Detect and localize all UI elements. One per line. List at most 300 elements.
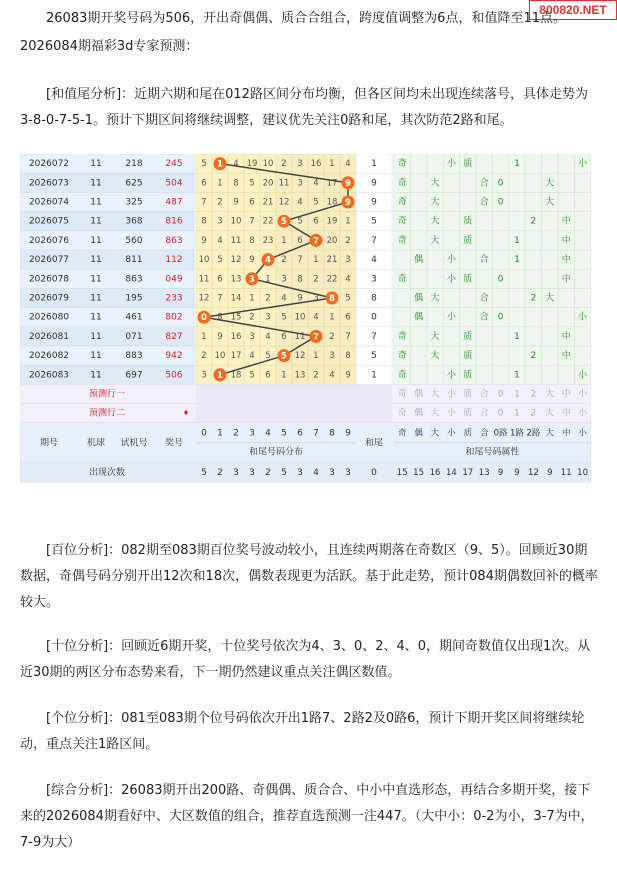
prediction-option: 大 <box>430 389 440 400</box>
miss-count: 10 <box>230 216 242 227</box>
miss-count: 11 <box>198 274 210 285</box>
period-cell: 2026078 <box>28 274 70 285</box>
miss-count: 5 <box>313 197 319 208</box>
prediction-blank <box>196 404 392 423</box>
header-attribute: 2路 <box>526 428 541 439</box>
period-cell: 2026082 <box>28 351 70 362</box>
test-number-cell: 625 <box>125 178 143 189</box>
miss-count: 1 <box>265 274 271 285</box>
draw-number-cell: 863 <box>165 235 183 246</box>
miss-count: 7 <box>297 255 303 266</box>
test-number-cell: 195 <box>125 293 143 304</box>
stats-attribute-count: 17 <box>462 467 474 478</box>
hit-ball-number: 0 <box>201 313 207 324</box>
attribute-value: 0 <box>497 197 504 208</box>
machine-cell: 11 <box>90 255 102 266</box>
miss-count: 1 <box>281 370 287 381</box>
miss-count: 2 <box>281 255 287 266</box>
miss-count: 4 <box>281 293 287 304</box>
header-digit: 2 <box>233 428 239 439</box>
intro-line-2: 2026084期福彩3d专家预测： <box>20 39 199 54</box>
miss-count: 8 <box>249 235 255 246</box>
miss-count: 3 <box>297 178 303 189</box>
miss-count: 1 <box>281 235 287 246</box>
stats-digit-count: 5 <box>281 467 287 478</box>
attribute-value: 小 <box>578 159 588 170</box>
attribute-value: 合 <box>479 178 489 189</box>
miss-count: 9 <box>345 370 351 381</box>
attribute-value: 合 <box>479 293 489 304</box>
stats-attribute-count: 16 <box>429 467 441 478</box>
miss-count: 2 <box>217 197 223 208</box>
header-digit: 3 <box>249 428 255 439</box>
stats-attribute-count: 14 <box>445 467 457 478</box>
stats-hewei-count: 0 <box>371 467 377 478</box>
hit-ball-number: 1 <box>217 370 223 381</box>
header-attribute: 1路 <box>510 428 524 439</box>
header-attribute: 大 <box>430 428 440 439</box>
stats-attribute-count: 13 <box>478 467 490 478</box>
hit-ball-number: 5 <box>281 351 287 362</box>
miss-count: 11 <box>278 178 290 189</box>
miss-count: 8 <box>217 312 223 323</box>
miss-count: 3 <box>249 331 255 342</box>
miss-count: 13 <box>294 370 306 381</box>
miss-count: 3 <box>217 216 223 227</box>
attribute-value: 中 <box>561 255 571 266</box>
machine-cell: 11 <box>90 351 102 362</box>
hewei-value: 9 <box>371 178 377 189</box>
miss-count: 17 <box>230 351 242 362</box>
miss-count: 5 <box>217 255 223 266</box>
draw-number-cell: 245 <box>165 159 183 170</box>
header-attribute: 合 <box>479 428 489 439</box>
miss-count: 16 <box>230 331 242 342</box>
attribute-value: 1 <box>514 255 520 266</box>
miss-count: 2 <box>201 351 207 362</box>
hit-ball-number: 4 <box>265 255 271 266</box>
draw-number-cell: 233 <box>165 293 183 304</box>
shi-analysis: [十位分析]：回顾近6期开奖，十位奖号依次为4、3、0、2、4、0，期间奇数值仅出现1次。从近30期的两区分布态势来看，下一期仍然建议重点关注偶区数值。 <box>20 639 591 680</box>
header-attribute-title: 和尾号码属性 <box>465 447 520 458</box>
miss-count: 12 <box>294 351 306 362</box>
hit-ball-number: 8 <box>329 294 335 304</box>
attribute-value: 奇 <box>397 197 407 208</box>
attribute-value: 1 <box>514 331 520 342</box>
miss-count: 10 <box>198 255 210 266</box>
test-number-cell: 883 <box>125 351 143 362</box>
header-attribute: 偶 <box>414 428 423 439</box>
miss-count: 4 <box>345 159 351 170</box>
machine-cell: 11 <box>90 216 102 227</box>
header-digit: 6 <box>297 428 303 439</box>
prediction-option: 2 <box>530 389 537 400</box>
attribute-value: 大 <box>430 293 440 304</box>
machine-cell: 11 <box>90 159 102 170</box>
stats-attribute-count: 15 <box>413 467 425 478</box>
prediction-option: 0 <box>497 389 504 400</box>
machine-cell: 11 <box>90 293 102 304</box>
miss-count: 6 <box>345 312 351 323</box>
miss-count: 6 <box>297 235 303 246</box>
attribute-value: 奇 <box>397 351 407 362</box>
miss-count: 18 <box>230 370 242 381</box>
miss-count: 16 <box>310 159 322 170</box>
miss-count: 1 <box>313 255 319 266</box>
header-attribute: 0路 <box>493 428 508 439</box>
hewei-value: 1 <box>371 159 377 170</box>
miss-count: 2 <box>329 331 335 342</box>
attribute-value: 2 <box>530 293 537 304</box>
header-attribute: 奇 <box>397 428 407 439</box>
miss-count: 6 <box>313 216 319 227</box>
hit-ball-number: 7 <box>313 236 319 247</box>
miss-count: 1 <box>329 312 335 323</box>
attribute-value: 2 <box>530 351 537 362</box>
hit-ball-number: 5 <box>281 217 287 228</box>
miss-count: 4 <box>345 274 351 285</box>
attribute-value: 0 <box>497 312 504 323</box>
miss-count: 7 <box>345 331 351 342</box>
attribute-value: 大 <box>430 351 440 362</box>
header-test-number: 试机号 <box>120 438 148 449</box>
draw-number-cell: 049 <box>165 274 183 285</box>
attribute-value: 小 <box>578 370 588 381</box>
miss-count: 3 <box>313 293 319 304</box>
draw-number-cell: 827 <box>165 331 183 342</box>
prediction-label: 预测行二 <box>88 408 126 419</box>
miss-count: 12 <box>230 255 242 266</box>
miss-count: 12 <box>198 293 210 304</box>
stats-attribute-count: 11 <box>560 467 572 478</box>
attribute-value: 小 <box>578 312 588 323</box>
miss-count: 5 <box>265 351 271 362</box>
stats-attribute-count: 9 <box>514 467 520 478</box>
hewei-value: 5 <box>371 351 377 362</box>
header-period: 期号 <box>39 438 59 449</box>
machine-cell: 11 <box>90 370 102 381</box>
miss-count: 21 <box>326 255 338 266</box>
miss-count: 10 <box>262 159 274 170</box>
header-attribute: 质 <box>463 428 473 439</box>
machine-cell: 11 <box>90 274 102 285</box>
attribute-value: 质 <box>463 216 473 227</box>
attribute-value: 中 <box>561 216 571 227</box>
attribute-value: 大 <box>430 331 440 342</box>
prediction-marker: ♦ <box>182 409 190 418</box>
prediction-option: 奇 <box>397 389 407 400</box>
attribute-value: 偶 <box>414 255 424 266</box>
miss-count: 21 <box>262 197 274 208</box>
stats-attribute-count: 9 <box>497 467 504 478</box>
attribute-value: 大 <box>430 216 440 227</box>
test-number-cell: 325 <box>125 197 143 208</box>
miss-count: 17 <box>326 178 338 189</box>
attribute-value: 0 <box>497 274 504 285</box>
draw-number-cell: 802 <box>165 312 183 323</box>
stats-attribute-count: 12 <box>527 467 539 478</box>
miss-count: 2 <box>313 370 319 381</box>
header-digit: 4 <box>265 428 271 439</box>
miss-count: 4 <box>217 235 223 246</box>
test-number-cell: 071 <box>125 331 143 342</box>
header-machine: 机球 <box>86 438 106 449</box>
prediction-option: 0 <box>497 408 504 419</box>
miss-count: 5 <box>345 293 351 304</box>
miss-count: 13 <box>230 274 242 285</box>
miss-count: 6 <box>217 274 223 285</box>
prediction-option: 小 <box>578 408 588 419</box>
miss-count: 6 <box>249 197 255 208</box>
machine-cell: 11 <box>90 331 102 342</box>
hewei-value: 9 <box>371 197 377 208</box>
prediction-option: 中 <box>561 389 571 400</box>
miss-count: 7 <box>217 293 223 304</box>
prediction-option: 大 <box>430 408 440 419</box>
hit-ball-number: 1 <box>217 159 223 170</box>
attribute-value: 小 <box>446 255 456 266</box>
hewei-value: 8 <box>371 293 377 304</box>
attribute-value: 中 <box>561 235 571 246</box>
period-cell: 2026077 <box>28 255 70 266</box>
header-digit: 9 <box>345 428 351 439</box>
miss-count: 14 <box>230 293 242 304</box>
ge-analysis: [个位分析]：081至083期个位号码依次开出1路7、2路2及0路6，预计下期开奖区间将继续轮动，重点关注1路区间。 <box>20 711 585 752</box>
hewei-value: 7 <box>371 235 377 246</box>
miss-count: 6 <box>265 370 271 381</box>
miss-count: 9 <box>201 235 207 246</box>
prediction-option: 大 <box>545 408 555 419</box>
attribute-value: 0 <box>497 178 504 189</box>
miss-count: 5 <box>297 216 303 227</box>
zonghe-analysis: [综合分析]：26083期开出200路、奇偶偶、质合合、中小中直选形态，再结合多期开奖，接下来的2026084期看好中、大区数值的组合，推荐直选预测一注447。（大中小：0-2为小，3-7为中，7-9为大） <box>20 783 594 850</box>
attribute-value: 质 <box>463 351 473 362</box>
miss-count: 3 <box>265 312 271 323</box>
miss-count: 2 <box>345 235 351 246</box>
miss-count: 1 <box>217 178 223 189</box>
header-attribute: 小 <box>447 428 456 439</box>
draw-number-cell: 942 <box>165 351 183 362</box>
miss-count: 11 <box>294 331 306 342</box>
period-cell: 2026073 <box>28 178 70 189</box>
attribute-value: 合 <box>479 255 489 266</box>
period-cell: 2026083 <box>28 370 70 381</box>
miss-count: 4 <box>249 351 255 362</box>
prediction-option: 1 <box>514 389 520 400</box>
miss-count: 4 <box>313 178 319 189</box>
draw-number-cell: 504 <box>165 178 183 189</box>
intro-line-1: 26083期开奖号码为506，开出奇偶偶、质合合组合，跨度值调整为6点，和值降至11点。 <box>46 11 566 26</box>
period-cell: 2026076 <box>28 235 70 246</box>
miss-count: 1 <box>329 159 335 170</box>
stats-digit-count: 3 <box>297 467 303 478</box>
stats-attribute-count: 9 <box>547 467 553 478</box>
prediction-option: 质 <box>463 389 473 400</box>
prediction-label: 预测行一 <box>88 389 126 400</box>
attribute-value: 大 <box>545 293 555 304</box>
attribute-value: 合 <box>479 197 489 208</box>
machine-cell: 11 <box>90 178 102 189</box>
attribute-value: 奇 <box>397 370 407 381</box>
attribute-value: 奇 <box>397 274 407 285</box>
hit-ball-number: 7 <box>313 332 319 343</box>
miss-count: 4 <box>313 312 319 323</box>
period-cell: 2026074 <box>28 197 70 208</box>
attribute-value: 质 <box>463 159 473 170</box>
miss-count: 2 <box>265 293 271 304</box>
miss-count: 23 <box>262 235 274 246</box>
stats-digit-count: 2 <box>217 467 223 478</box>
attribute-value: 奇 <box>397 159 407 170</box>
attribute-value: 小 <box>446 274 456 285</box>
prediction-option: 中 <box>561 408 571 419</box>
miss-count: 5 <box>201 159 207 170</box>
miss-count: 5 <box>249 370 255 381</box>
header-attribute: 小 <box>578 428 587 439</box>
miss-count: 1 <box>249 293 255 304</box>
miss-count: 8 <box>345 351 351 362</box>
header-draw-number: 奖号 <box>164 438 184 449</box>
hewei-analysis: [和值尾分析]：近期六期和尾在012路区间分布均衡，但各区间均未出现连续落号，具体走势为3-8-0-7-5-1。预计下期区间将继续调整，建议优先关注0路和尾，其次防范2路和尾。 <box>20 87 588 128</box>
miss-count: 4 <box>297 197 303 208</box>
miss-count: 15 <box>230 312 242 323</box>
miss-count: 8 <box>233 178 239 189</box>
attribute-value: 2 <box>530 216 537 227</box>
prediction-option: 小 <box>578 389 588 400</box>
test-number-cell: 560 <box>125 235 143 246</box>
attribute-value: 大 <box>545 178 555 189</box>
prediction-option: 偶 <box>414 408 424 419</box>
attribute-value: 奇 <box>397 235 407 246</box>
stats-digit-count: 3 <box>329 467 335 478</box>
watermark: 800820.NET <box>529 0 617 20</box>
test-number-cell: 218 <box>125 159 143 170</box>
miss-count: 8 <box>297 274 303 285</box>
miss-count: 10 <box>214 351 226 362</box>
miss-count: 9 <box>233 197 239 208</box>
prediction-option: 合 <box>479 408 489 419</box>
attribute-value: 奇 <box>397 331 407 342</box>
prediction-option: 质 <box>463 408 473 419</box>
hewei-value: 7 <box>371 331 377 342</box>
draw-number-cell: 487 <box>165 197 183 208</box>
attribute-value: 中 <box>561 351 571 362</box>
period-cell: 2026079 <box>28 293 70 304</box>
attribute-value: 大 <box>430 197 440 208</box>
test-number-cell: 697 <box>125 370 143 381</box>
miss-count: 7 <box>249 216 255 227</box>
period-cell: 2026072 <box>28 159 70 170</box>
miss-count: 4 <box>265 331 271 342</box>
machine-cell: 11 <box>90 197 102 208</box>
header-digit: 1 <box>217 428 223 439</box>
miss-count: 6 <box>281 331 287 342</box>
hit-ball-number: 9 <box>345 178 351 189</box>
header-hewei: 和尾 <box>364 438 384 449</box>
miss-count: 4 <box>233 159 239 170</box>
test-number-cell: 863 <box>125 274 143 285</box>
attribute-value: 质 <box>463 274 473 285</box>
test-number-cell: 368 <box>125 216 143 227</box>
miss-count: 22 <box>326 274 338 285</box>
attribute-value: 奇 <box>397 216 407 227</box>
attribute-value: 中 <box>561 274 571 285</box>
miss-count: 1 <box>313 351 319 362</box>
stats-attribute-count: 15 <box>396 467 408 478</box>
attribute-value: 大 <box>430 235 440 246</box>
miss-count: 2 <box>281 159 287 170</box>
attribute-value: 质 <box>463 235 473 246</box>
miss-count: 19 <box>246 159 258 170</box>
hit-ball-number: 3 <box>249 274 255 285</box>
attribute-value: 1 <box>514 370 520 381</box>
prediction-option: 合 <box>479 389 489 400</box>
prediction-option: 偶 <box>414 389 424 400</box>
attribute-value: 质 <box>463 370 473 381</box>
hewei-value: 5 <box>371 216 377 227</box>
attribute-value: 小 <box>446 312 456 323</box>
trend-chart <box>20 154 591 510</box>
prediction-option: 2 <box>530 408 537 419</box>
miss-count: 8 <box>201 216 207 227</box>
prediction-option: 小 <box>446 389 456 400</box>
miss-count: 6 <box>201 178 207 189</box>
header-digit: 7 <box>313 428 319 439</box>
miss-count: 19 <box>326 216 338 227</box>
miss-count: 2 <box>313 274 319 285</box>
hewei-value: 4 <box>371 255 377 266</box>
attribute-value: 中 <box>561 331 571 342</box>
stats-digit-count: 2 <box>265 467 271 478</box>
miss-count: 1 <box>201 331 207 342</box>
attribute-value: 大 <box>545 197 555 208</box>
miss-count: 3 <box>345 255 351 266</box>
miss-count: 10 <box>294 312 306 323</box>
miss-count: 3 <box>329 351 335 362</box>
header-attribute: 大 <box>545 428 555 439</box>
miss-count: 20 <box>326 235 338 246</box>
header-digit: 0 <box>201 428 207 439</box>
attribute-value: 小 <box>446 370 456 381</box>
hewei-value: 3 <box>371 274 377 285</box>
stats-digit-count: 3 <box>345 467 351 478</box>
prediction-option: 小 <box>446 408 456 419</box>
miss-count: 11 <box>230 235 242 246</box>
test-number-cell: 461 <box>125 312 143 323</box>
miss-count: 5 <box>249 178 255 189</box>
attribute-value: 1 <box>514 235 520 246</box>
header-attribute: 中 <box>561 428 571 439</box>
miss-count: 3 <box>201 370 207 381</box>
prediction-option: 大 <box>545 389 555 400</box>
bai-analysis: [百位分析]：082期至083期百位奖号波动较小，且连续两期落在奇数区（9、5）。回顾近30期数据，奇偶号码分别开出12次和18次，偶数表现更为活跃。基于此走势，预计084期偶数回补的概率较大。 <box>20 543 598 610</box>
miss-count: 4 <box>329 370 335 381</box>
period-cell: 2026080 <box>28 312 70 323</box>
attribute-value: 大 <box>430 178 440 189</box>
miss-count: 5 <box>281 312 287 323</box>
hewei-value: 1 <box>371 370 377 381</box>
period-cell: 2026081 <box>28 331 70 342</box>
miss-count: 2 <box>249 312 255 323</box>
prediction-option: 奇 <box>397 408 407 419</box>
hewei-value: 0 <box>371 312 377 323</box>
stats-digit-count: 5 <box>201 467 207 478</box>
stats-attribute-count: 10 <box>577 467 589 478</box>
attribute-value: 1 <box>514 159 520 170</box>
stats-digit-count: 3 <box>233 467 239 478</box>
prediction-blank <box>196 384 392 403</box>
stats-digit-count: 3 <box>249 467 255 478</box>
